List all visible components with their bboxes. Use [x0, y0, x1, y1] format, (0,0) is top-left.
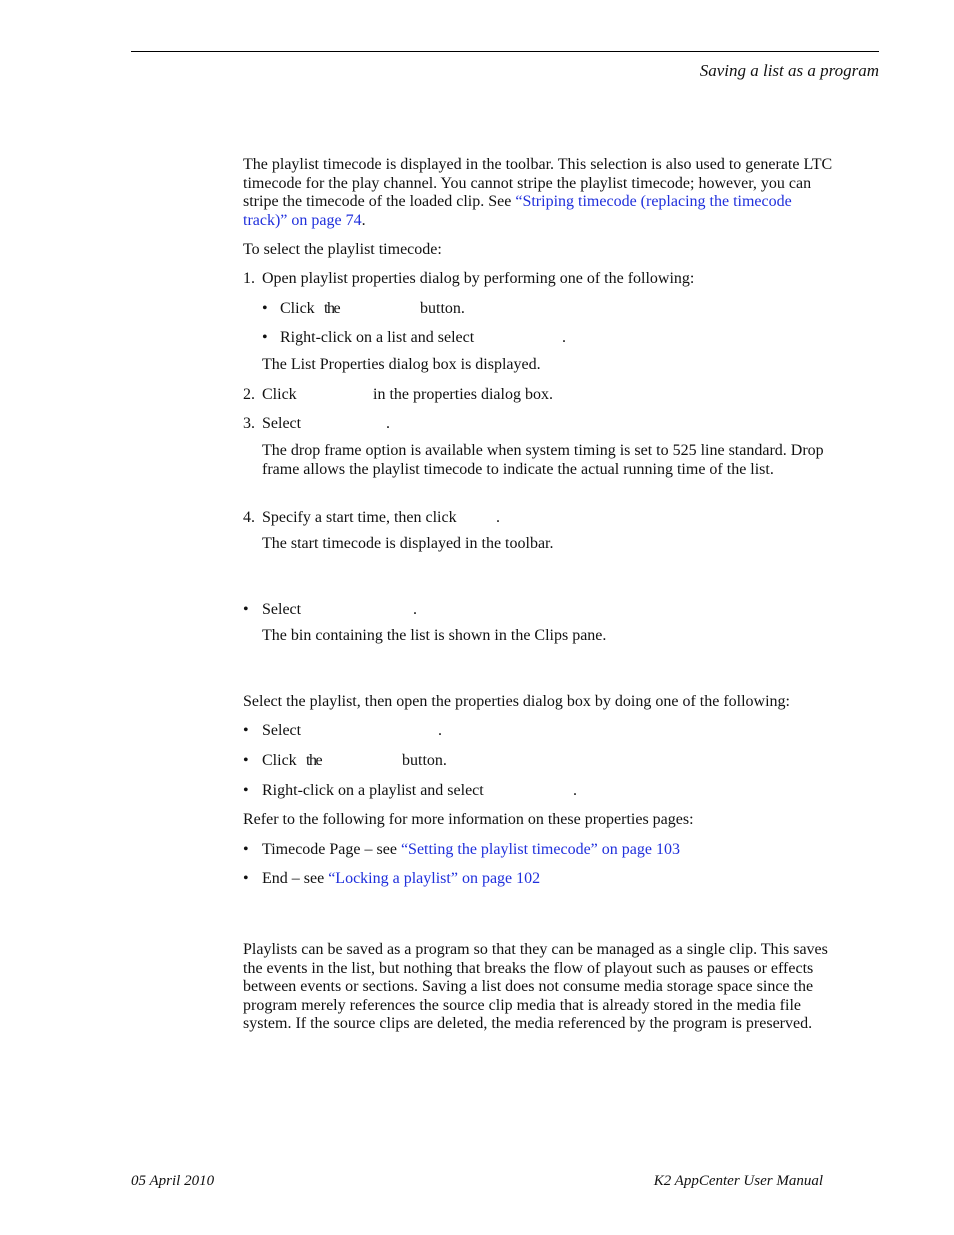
bullet-click-the-pre: Click — [280, 300, 315, 317]
step-4-result: The start timecode is displayed in the toolbar. — [262, 535, 554, 552]
properties-refer: Refer to the following for more information on these properties pages: — [243, 811, 694, 828]
bullet-glyph: • — [243, 722, 249, 739]
step-4-text: Specify a start time, then click — [262, 509, 457, 526]
header-rule — [131, 51, 879, 52]
ref-timecode-label: Timecode Page – see — [262, 841, 401, 858]
step-3-note: The drop frame option is available when system timing is set to 525 line standard. Drop frame allows the playlist timecode to indicate the actual running time of the list. — [262, 442, 824, 478]
timecode-intro-end: . — [361, 211, 366, 229]
properties-click-the: the — [306, 752, 322, 769]
bullet-glyph: • — [243, 841, 249, 858]
timecode-intro-text: The playlist timecode is displayed in the toolbar. This selection is also used to generate LTC timecode for the play channel. You cannot stripe the playlist timecode; however, you can stripe the timecode of the loaded clip. See — [243, 156, 833, 211]
properties-click-button-suffix: button. — [402, 752, 447, 769]
properties-click: Click — [262, 752, 297, 769]
step-3-period: . — [386, 415, 390, 432]
bullet-glyph: • — [243, 752, 249, 769]
bullet-glyph: • — [262, 329, 268, 346]
link-setting-playlist-timecode[interactable]: “Setting the playlist timecode” on page 103 — [400, 841, 680, 858]
locate-period: . — [413, 601, 417, 618]
ref-timecode-page — [262, 841, 680, 860]
ref-end-label: End – see — [262, 870, 329, 887]
step-3-number: 3. — [243, 415, 255, 432]
ref-end-page — [262, 870, 540, 889]
step-2-suffix: in the properties dialog box. — [373, 386, 553, 403]
link-striping-timecode[interactable]: “Striping timecode (replacing the timecode track)” on page 74 — [243, 193, 792, 229]
locate-result: The bin containing the list is shown in the Clips pane. — [262, 627, 607, 644]
footer-date: 05 April 2010 — [131, 1173, 215, 1189]
bullet-glyph: • — [243, 601, 249, 618]
step-1-number: 1. — [243, 270, 255, 287]
timecode-lead: To select the playlist timecode: — [243, 241, 442, 258]
running-title: Saving a list as a program — [699, 61, 879, 80]
properties-right-click-period: . — [573, 782, 577, 799]
bullet-click-the-gap: the — [324, 300, 340, 317]
properties-select: Select — [262, 722, 302, 739]
bullet-glyph: • — [262, 300, 268, 317]
step-2-click: Click — [262, 386, 297, 403]
properties-select-period: . — [438, 722, 442, 739]
step-2-number: 2. — [243, 386, 255, 403]
program-paragraph: Playlists can be saved as a program so that they can be managed as a single clip. This saves the events in the list, but nothing that breaks the flow of playout such as pauses or effects between events or sections. Saving a list does not consume media storage space since the program merely references the source clip media that is already stored in the media file system. If the source clips are deleted, the media referenced by the program is preserved. — [243, 941, 828, 1033]
footer-manual-title: K2 AppCenter User Manual — [653, 1173, 823, 1189]
bullet-right-click-list: Right-click on a list and select — [280, 329, 475, 346]
step-4-period: . — [496, 509, 500, 526]
properties-intro: Select the playlist, then open the properties dialog box by doing one of the following: — [243, 693, 790, 710]
step-1-result: The List Properties dialog box is displayed. — [262, 356, 541, 373]
timecode-intro-paragraph — [243, 156, 833, 230]
link-locking-playlist[interactable]: “Locking a playlist” on page 102 — [328, 870, 541, 887]
step-1-text: Open playlist properties dialog by performing one of the following: — [262, 270, 695, 287]
bullet-click-button-suffix: button. — [420, 300, 465, 317]
properties-right-click: Right-click on a playlist and select — [262, 782, 484, 799]
bullet-right-click-period: . — [562, 329, 566, 346]
step-4-number: 4. — [243, 509, 255, 526]
step-3-select: Select — [262, 415, 302, 432]
bullet-glyph: • — [243, 782, 249, 799]
locate-select: Select — [262, 601, 302, 618]
bullet-glyph: • — [243, 870, 249, 887]
